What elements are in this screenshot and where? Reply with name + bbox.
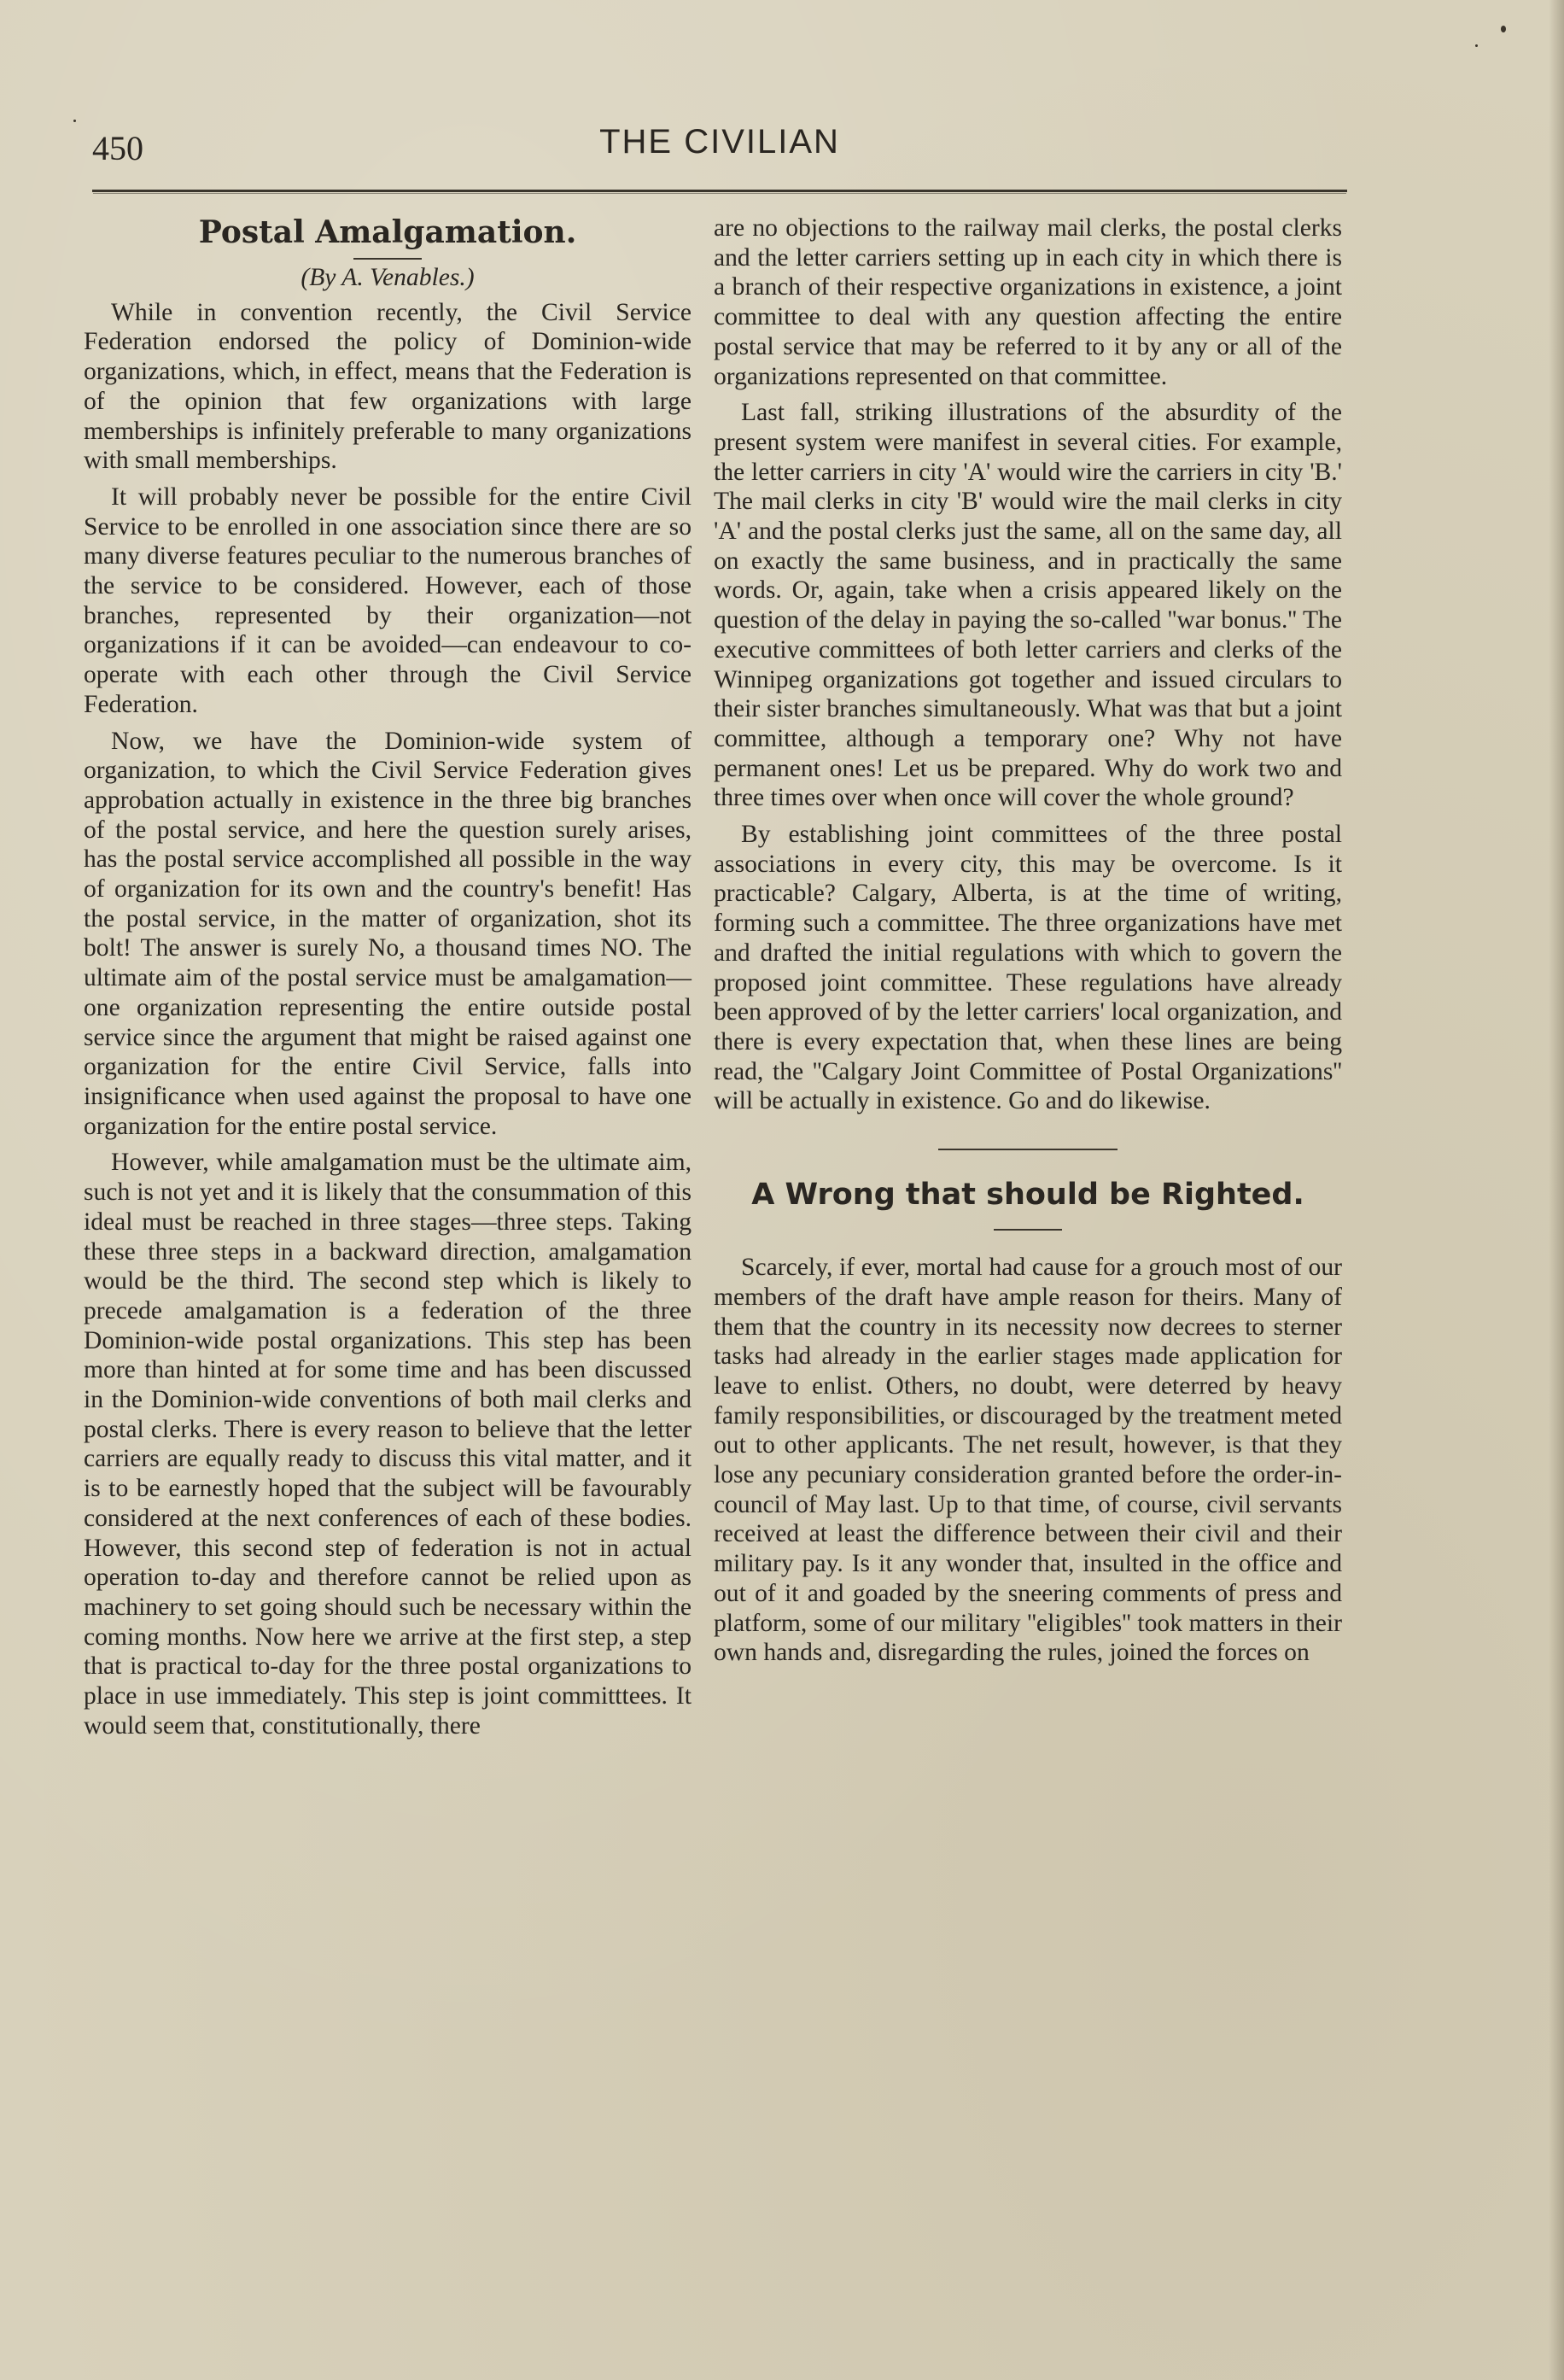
article-title-postal-amalgamation: Postal Amalgamation. <box>198 214 577 250</box>
left-column <box>84 213 692 1747</box>
header-rule <box>92 190 1347 192</box>
title-rule <box>994 1229 1062 1231</box>
article-divider <box>938 1149 1118 1150</box>
scan-speck <box>1475 44 1478 47</box>
masthead-title: THE CIVILIAN <box>599 123 840 161</box>
scan-speck <box>73 120 76 122</box>
scan-speck <box>1501 26 1506 32</box>
page-edge-shadow <box>1549 0 1564 2380</box>
page-header <box>92 123 1347 179</box>
paragraph: Scarcely, if ever, mortal had cause for a grouch most of our members of the draft have ample reason for theirs. Many of them that the country in its necessity now decrees to sterner tasks had already in the earlier stages made application for leave to enlist. Others, no doubt, were deterred by heavy family responsibilities, or discouraged by the treatment meted out to other applicants. The net result, however, is that they lose any pecuniary consideration granted before the order-in-council of May last. Up to that time, of course, civil servants received at least the difference between their civil and their military pay. Is it any wonder that, insulted in the office and out of it and goaded by the sneering comments of press and platform, some of our military ''eligibles'' took matters in their own hands and, disregarding the rules, joined the forces on <box>714 1254 1342 1667</box>
paragraph: Now, we have the Dominion-wide system of organization, to which the Civil Service Federation gives approbation actually in existence in the three big branches of the postal service, and here the question surely arises, has the postal service accomplished all possible in the way of organization for its own and the country's benefit! Has the postal service, in the matter of organization, shot its bolt! The answer is surely No, a thousand times NO. The ultimate aim of the postal service must be amalgamation—one organization representing the entire outside postal service since the argument that might be raised against one organization for the entire Civil Service, falls into insignificance when used against the proposal to have one organization for the entire postal service. <box>84 727 692 1140</box>
right-column <box>714 213 1342 1675</box>
title-rule <box>353 258 422 260</box>
paragraph-continued: are no objections to the railway mail clerks, the postal clerks and the letter carriers setting up in each city in which there is a branch of their respective organizations in existence, a joint committee to deal with any question affecting the entire postal service that may be referred to it by any or all of the organizations represented on that committee. <box>714 214 1342 390</box>
paragraph: While in convention recently, the Civil Service Federation endorsed the policy of Dominion-wide organizations, which, in effect, means that the Federation is of the opinion that few organizations with large memberships is infinitely preferable to many organizations with small memberships. <box>84 298 692 475</box>
paragraph: Last fall, striking illustrations of the absurdity of the present system were manifest in several cities. For example, the letter carriers in city 'A' would wire the carriers in city 'B.' The mail clerks in city 'B' would wire the mail clerks in city 'A' and the postal clerks just the same, all on the same day, all on exactly the same business, and in practically the same words. Or, again, take when a crisis appeared likely on the question of the delay in paying the so-called ''war bonus.'' The executive committees of both letter carriers and clerks of the Winnipeg organizations got together and issued circulars to their sister branches simultaneously. What was that but a joint committee, although a temporary one? Why not have permanent ones! Let us be prepared. Why do work two and three times over when once will cover the whole ground? <box>714 399 1342 812</box>
article-byline: (By A. Venables.) <box>301 264 475 291</box>
article-title-a-wrong-that-should-be-righted: A Wrong that should be Righted. <box>751 1178 1304 1213</box>
paragraph: By establishing joint committees of the three postal associations in every city, this may be overcome. Is it practicable? Calgary, Alberta, is at the time of writing, forming such a committee. The three organizations have met and drafted the initial regulations with which to govern the proposed joint committee. These regulations have already been approved of by the letter carriers' local organization, and there is every expectation that, when these lines are being read, the ''Calgary Joint Committee of Postal Organizations'' will be actually in existence. Go and do likewise. <box>714 821 1342 1115</box>
page-number: 450 <box>92 129 143 167</box>
paragraph: It will probably never be possible for the entire Civil Service to be enrolled in one association since there are so many diverse features peculiar to the numerous branches of the service to be considered. However, each of those branches, represented by their organization—not organizations if it can be avoided—can endeavour to co-operate with each other through the Civil Service Federation. <box>84 482 692 718</box>
paragraph: However, while amalgamation must be the ultimate aim, such is not yet and it is likely that the consummation of this ideal must be reached in three stages—three steps. Taking these three steps in a backward direction, amalgamation would be the third. The second step which is likely to precede amalgamation is a federation of the three Dominion-wide postal organizations. This step has been more than hinted at for some time and has been discussed in the Dominion-wide conventions of both mail clerks and postal clerks. There is every reason to believe that the letter carriers are equally ready to discuss this vital matter, and it is to be earnestly hoped that the subject will be favourably considered at the next conferences of each of these bodies. However, this second step of federation is not in actual operation to-day and therefore cannot be relied upon as machinery to set going should such be necessary within the coming months. Now here we arrive at the first step, a step that is practical to-day for the three postal organizations to place in use immediately. This step is joint committtees. It would seem that, constitutionally, there <box>84 1149 692 1740</box>
